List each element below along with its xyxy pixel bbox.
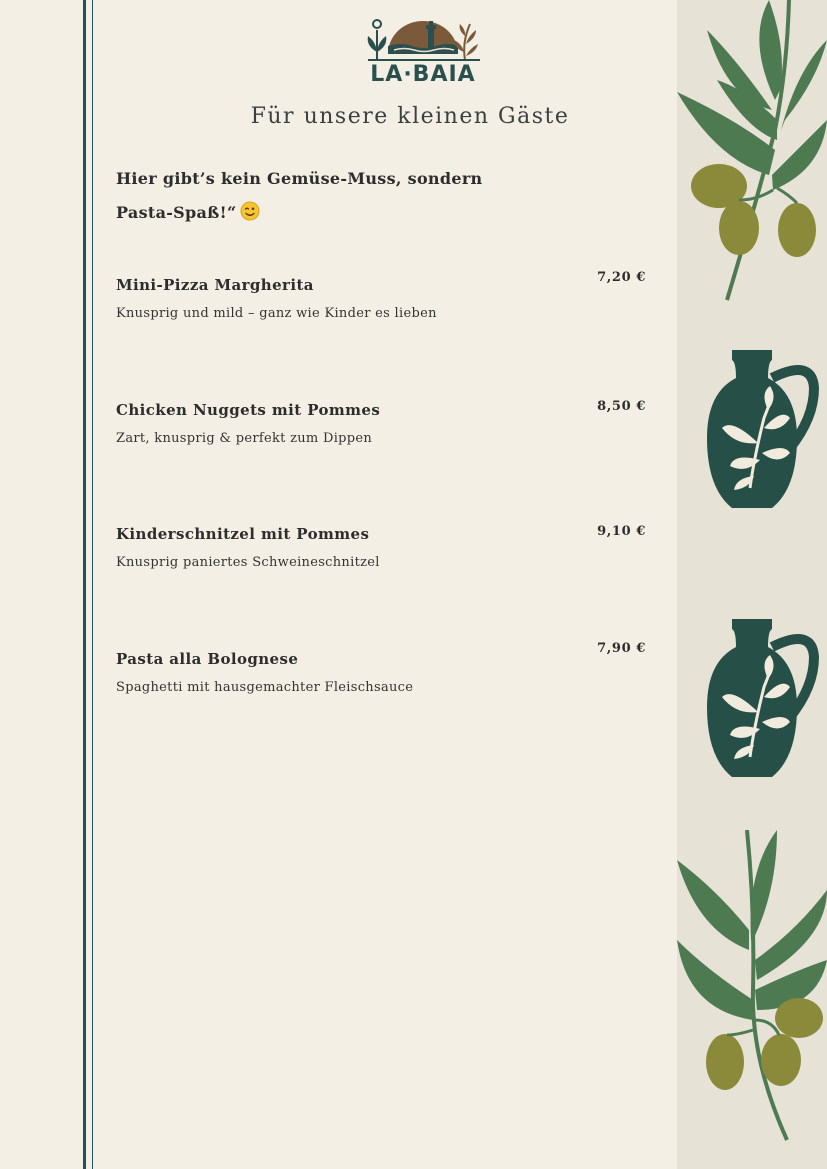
winking-face-icon xyxy=(240,201,260,221)
intro-text xyxy=(116,162,546,230)
left-border-rule xyxy=(83,0,86,1169)
brand-name: LA·BAIA xyxy=(370,62,476,87)
intro-line-2 xyxy=(116,196,546,230)
left-border-rule-thin xyxy=(92,0,93,1169)
olive-jug-icon xyxy=(702,617,822,779)
intro-line-2-text: Pasta-Spaß!“ xyxy=(116,203,237,222)
menu-item-name: Kinderschnitzel mit Pommes xyxy=(116,525,370,543)
menu-item-name: Chicken Nuggets mit Pommes xyxy=(116,401,381,419)
menu-item xyxy=(116,641,646,710)
menu-item xyxy=(116,401,646,461)
olive-branch-icon xyxy=(677,830,827,1150)
menu-item-price: 7,20 € xyxy=(597,270,646,285)
decorative-side-strip xyxy=(677,0,827,1169)
olive-branch-icon xyxy=(677,0,827,310)
page-title: Für unsere kleinen Gäste xyxy=(250,104,570,129)
menu-item-price: 7,90 € xyxy=(597,641,646,656)
menu-item-price: 8,50 € xyxy=(597,399,646,414)
menu-item-description: Spaghetti mit hausgemachter Fleischsauce xyxy=(116,680,414,695)
menu-item xyxy=(116,525,646,585)
intro-line-1: Hier gibt’s kein Gemüse-Muss, sondern xyxy=(116,169,483,188)
menu-item-description: Knusprig paniertes Schweineschnitzel xyxy=(116,555,380,570)
menu-item-name: Pasta alla Bolognese xyxy=(116,650,299,668)
menu-item-description: Knusprig und mild – ganz wie Kinder es lieben xyxy=(116,306,437,321)
menu-item xyxy=(116,270,646,336)
menu-item-name: Mini-Pizza Margherita xyxy=(116,276,314,294)
olive-jug-icon xyxy=(702,348,822,510)
menu-item-price: 9,10 € xyxy=(597,524,646,539)
menu-item-description: Zart, knusprig & perfekt zum Dippen xyxy=(116,431,373,446)
